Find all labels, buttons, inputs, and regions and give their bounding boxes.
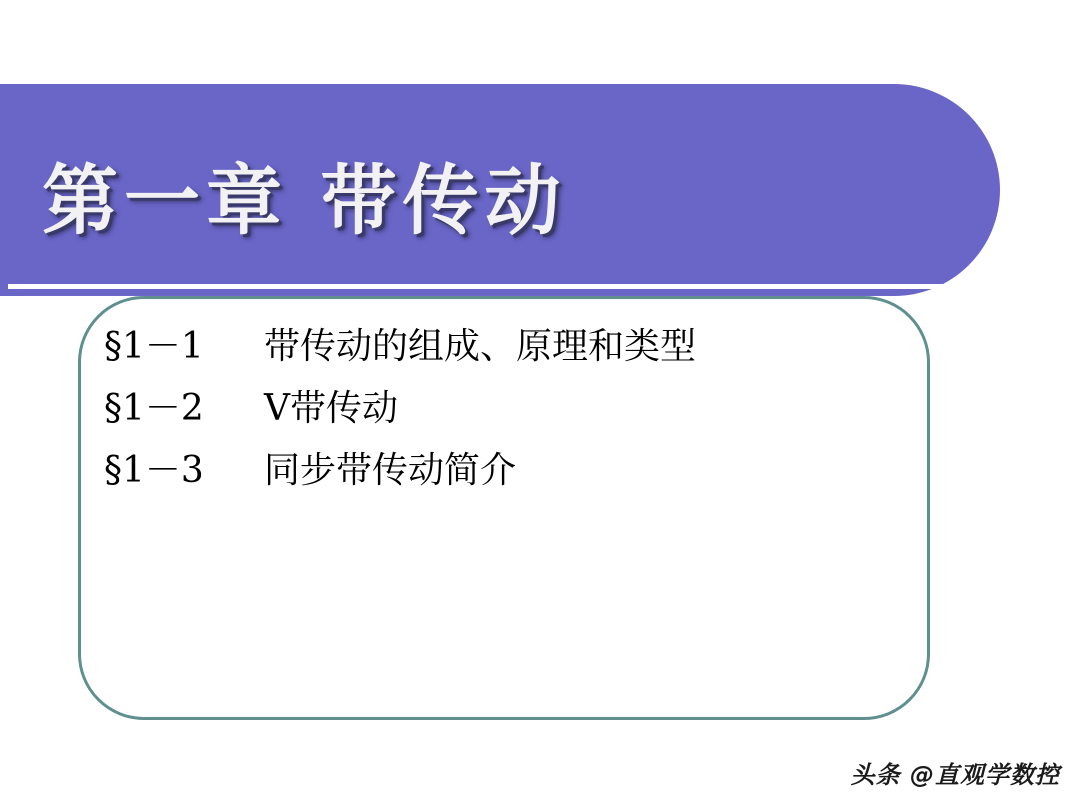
toc-number: §1－3 xyxy=(104,450,204,491)
list-item xyxy=(104,440,924,502)
toc-label: V带传动 xyxy=(264,388,398,429)
page-title: 第一章 带传动 xyxy=(42,156,567,245)
toc-label: 带传动的组成、原理和类型 xyxy=(264,326,697,367)
toc-number: §1－1 xyxy=(104,326,204,367)
watermark: 头条 @直观学数控 xyxy=(850,761,1060,789)
list-item xyxy=(104,316,924,378)
toc-label: 同步带传动简介 xyxy=(264,450,517,491)
title-underline xyxy=(8,284,958,289)
table-of-contents xyxy=(104,316,924,502)
toc-number: §1－2 xyxy=(104,388,204,429)
list-item xyxy=(104,378,924,440)
